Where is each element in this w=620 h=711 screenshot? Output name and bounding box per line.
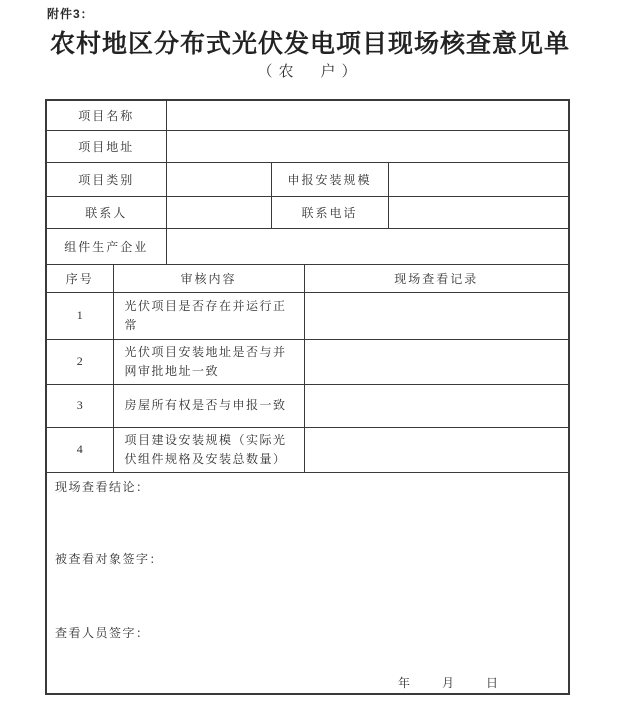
footer-row (46, 472, 569, 694)
date-line (398, 674, 498, 691)
row-project-category (46, 162, 569, 196)
check-row-3-no: 3 (46, 384, 113, 427)
attachment-label: 附件3： (47, 7, 94, 21)
check-row-3 (46, 384, 569, 427)
check-row-1-content: 光伏项目是否存在并运行正常 (113, 292, 304, 339)
check-row-2-record (304, 339, 569, 384)
check-row-4 (46, 427, 569, 472)
check-row-4-content: 项目建设安装规模（实际光伏组件规格及安装总数量） (113, 427, 304, 472)
footer-block (46, 472, 569, 694)
contact-phone-label: 联系电话 (271, 196, 388, 228)
conclusion-label: 现场查看结论： (55, 479, 150, 494)
header-no: 序号 (46, 264, 113, 292)
verification-form-table (45, 99, 570, 695)
date-day-label: 日 (486, 675, 499, 690)
check-row-2 (46, 339, 569, 384)
inspected-signature-label: 被查看对象签字： (55, 551, 164, 566)
check-row-4-record (304, 427, 569, 472)
check-row-4-no: 4 (46, 427, 113, 472)
date-month-label: 月 (441, 675, 454, 690)
row-contact (46, 196, 569, 228)
check-row-3-content: 房屋所有权是否与申报一致 (113, 384, 304, 427)
check-row-1 (46, 292, 569, 339)
check-table-header-row (46, 264, 569, 292)
check-row-1-record (304, 292, 569, 339)
check-row-2-no: 2 (46, 339, 113, 384)
project-name-value (166, 100, 569, 130)
check-row-3-record (304, 384, 569, 427)
page-title: 农村地区分布式光伏发电项目现场核查意见单 (49, 30, 570, 58)
row-project-address (46, 130, 569, 162)
contact-person-value (166, 196, 271, 228)
project-address-label: 项目地址 (46, 130, 166, 162)
project-category-value (166, 162, 271, 196)
module-manufacturer-label: 组件生产企业 (46, 228, 166, 264)
declared-scale-label: 申报安装规模 (271, 162, 388, 196)
check-row-2-content: 光伏项目安装地址是否与并网审批地址一致 (113, 339, 304, 384)
row-module-manufacturer (46, 228, 569, 264)
module-manufacturer-value (166, 228, 569, 264)
header-record: 现场查看记录 (304, 264, 569, 292)
project-category-label: 项目类别 (46, 162, 166, 196)
declared-scale-value (388, 162, 569, 196)
check-row-1-no: 1 (46, 292, 113, 339)
project-name-label: 项目名称 (46, 100, 166, 130)
header-content: 审核内容 (113, 264, 304, 292)
project-address-value (166, 130, 569, 162)
row-project-name (46, 100, 569, 130)
inspector-signature-label: 查看人员签字： (55, 625, 150, 640)
contact-person-label: 联系人 (46, 196, 166, 228)
contact-phone-value (388, 196, 569, 228)
date-year-label: 年 (397, 675, 410, 690)
page-subtitle: （农 户） (257, 64, 363, 80)
